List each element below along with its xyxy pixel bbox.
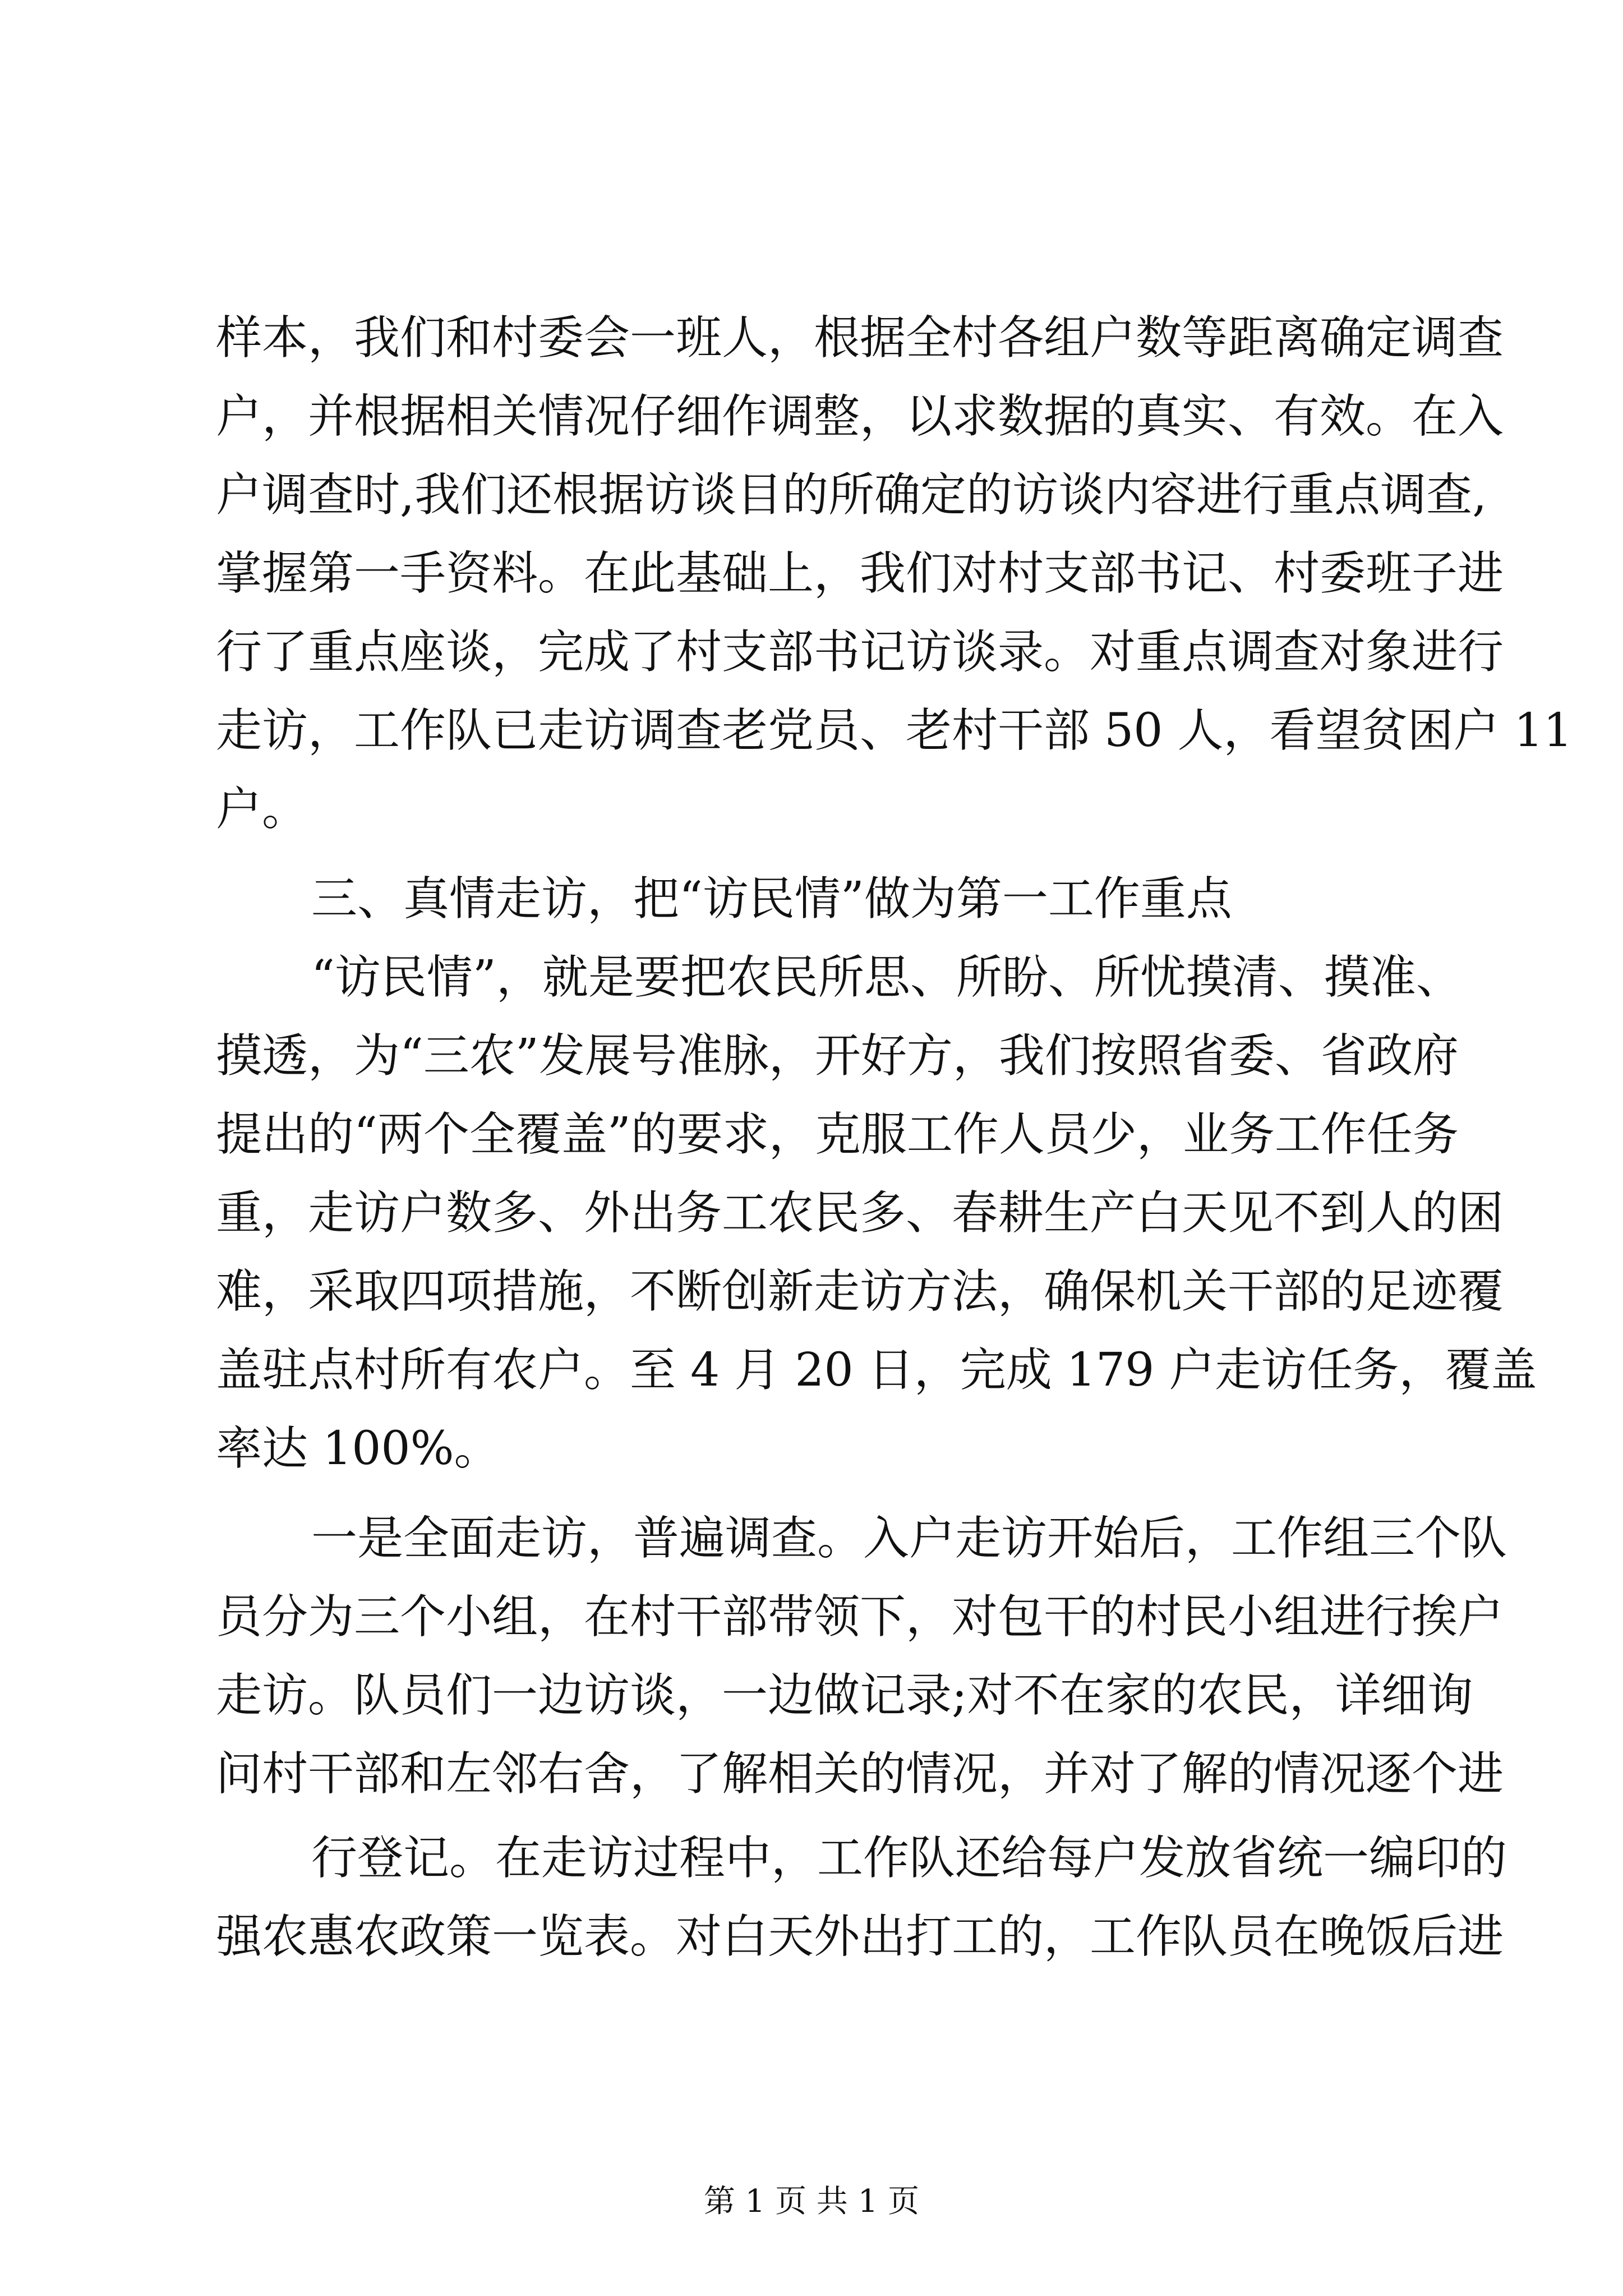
text-line: 行了重点座谈，完成了村支部书记访谈录。对重点调查对象进行 [216,625,1504,679]
text-line: “访民情”，就是要把农民所思、所盼、所忧摸清、摸准、 [311,951,1462,1004]
text-line: 员分为三个小组，在村干部带领下，对包干的村民小组进行挨户 [216,1590,1504,1644]
text-line: 行登记。在走访过程中，工作队还给每户发放省统一编印的 [311,1832,1507,1885]
text-line: 样本，我们和村委会一班人，根据全村各组户数等距离确定调查 [216,311,1504,365]
text-line: 盖驻点村所有农户。至 4 月 20 日，完成 179 户走访任务，覆盖 [216,1343,1537,1397]
text-line: 提出的“两个全覆盖”的要求，克服工作人员少，业务工作任务 [216,1108,1459,1161]
text-line: 重，走访户数多、外出务工农民多、春耕生产白天见不到人的困 [216,1186,1504,1240]
text-line: 一是全面走访，普遍调查。入户走访开始后，工作组三个队 [311,1512,1507,1565]
text-line: 户调查时,我们还根据访谈目的所确定的访谈内容进行重点调查, [216,468,1487,522]
text-line: 走访，工作队已走访调查老党员、老村干部 50 人，看望贫困户 11 [216,704,1573,757]
text-line: 率达 100%。 [216,1422,500,1475]
page-number-footer: 第 1 页 共 1 页 [703,2183,920,2220]
text-line: 掌握第一手资料。在此基础上，我们对村支部书记、村委班子进 [216,547,1504,600]
text-line: 走访。队员们一边访谈，一边做记录;对不在家的农民，详细询 [216,1669,1473,1722]
text-line: 户，并根据相关情况仔细作调整，以求数据的真实、有效。在入 [216,390,1504,443]
text-line: 户。 [216,783,308,836]
text-line: 强农惠农政策一览表。对白天外出打工的，工作队员在晚饭后进 [216,1910,1504,1963]
section-heading: 三、真情走访，把“访民情”做为第一工作重点 [311,872,1232,926]
text-line: 问村干部和左邻右舍，了解相关的情况，并对了解的情况逐个进 [216,1747,1504,1801]
text-line: 摸透，为“三农”发展号准脉，开好方，我们按照省委、省政府 [216,1029,1459,1083]
text-line: 难，采取四项措施，不断创新走访方法，确保机关干部的足迹覆 [216,1265,1504,1318]
